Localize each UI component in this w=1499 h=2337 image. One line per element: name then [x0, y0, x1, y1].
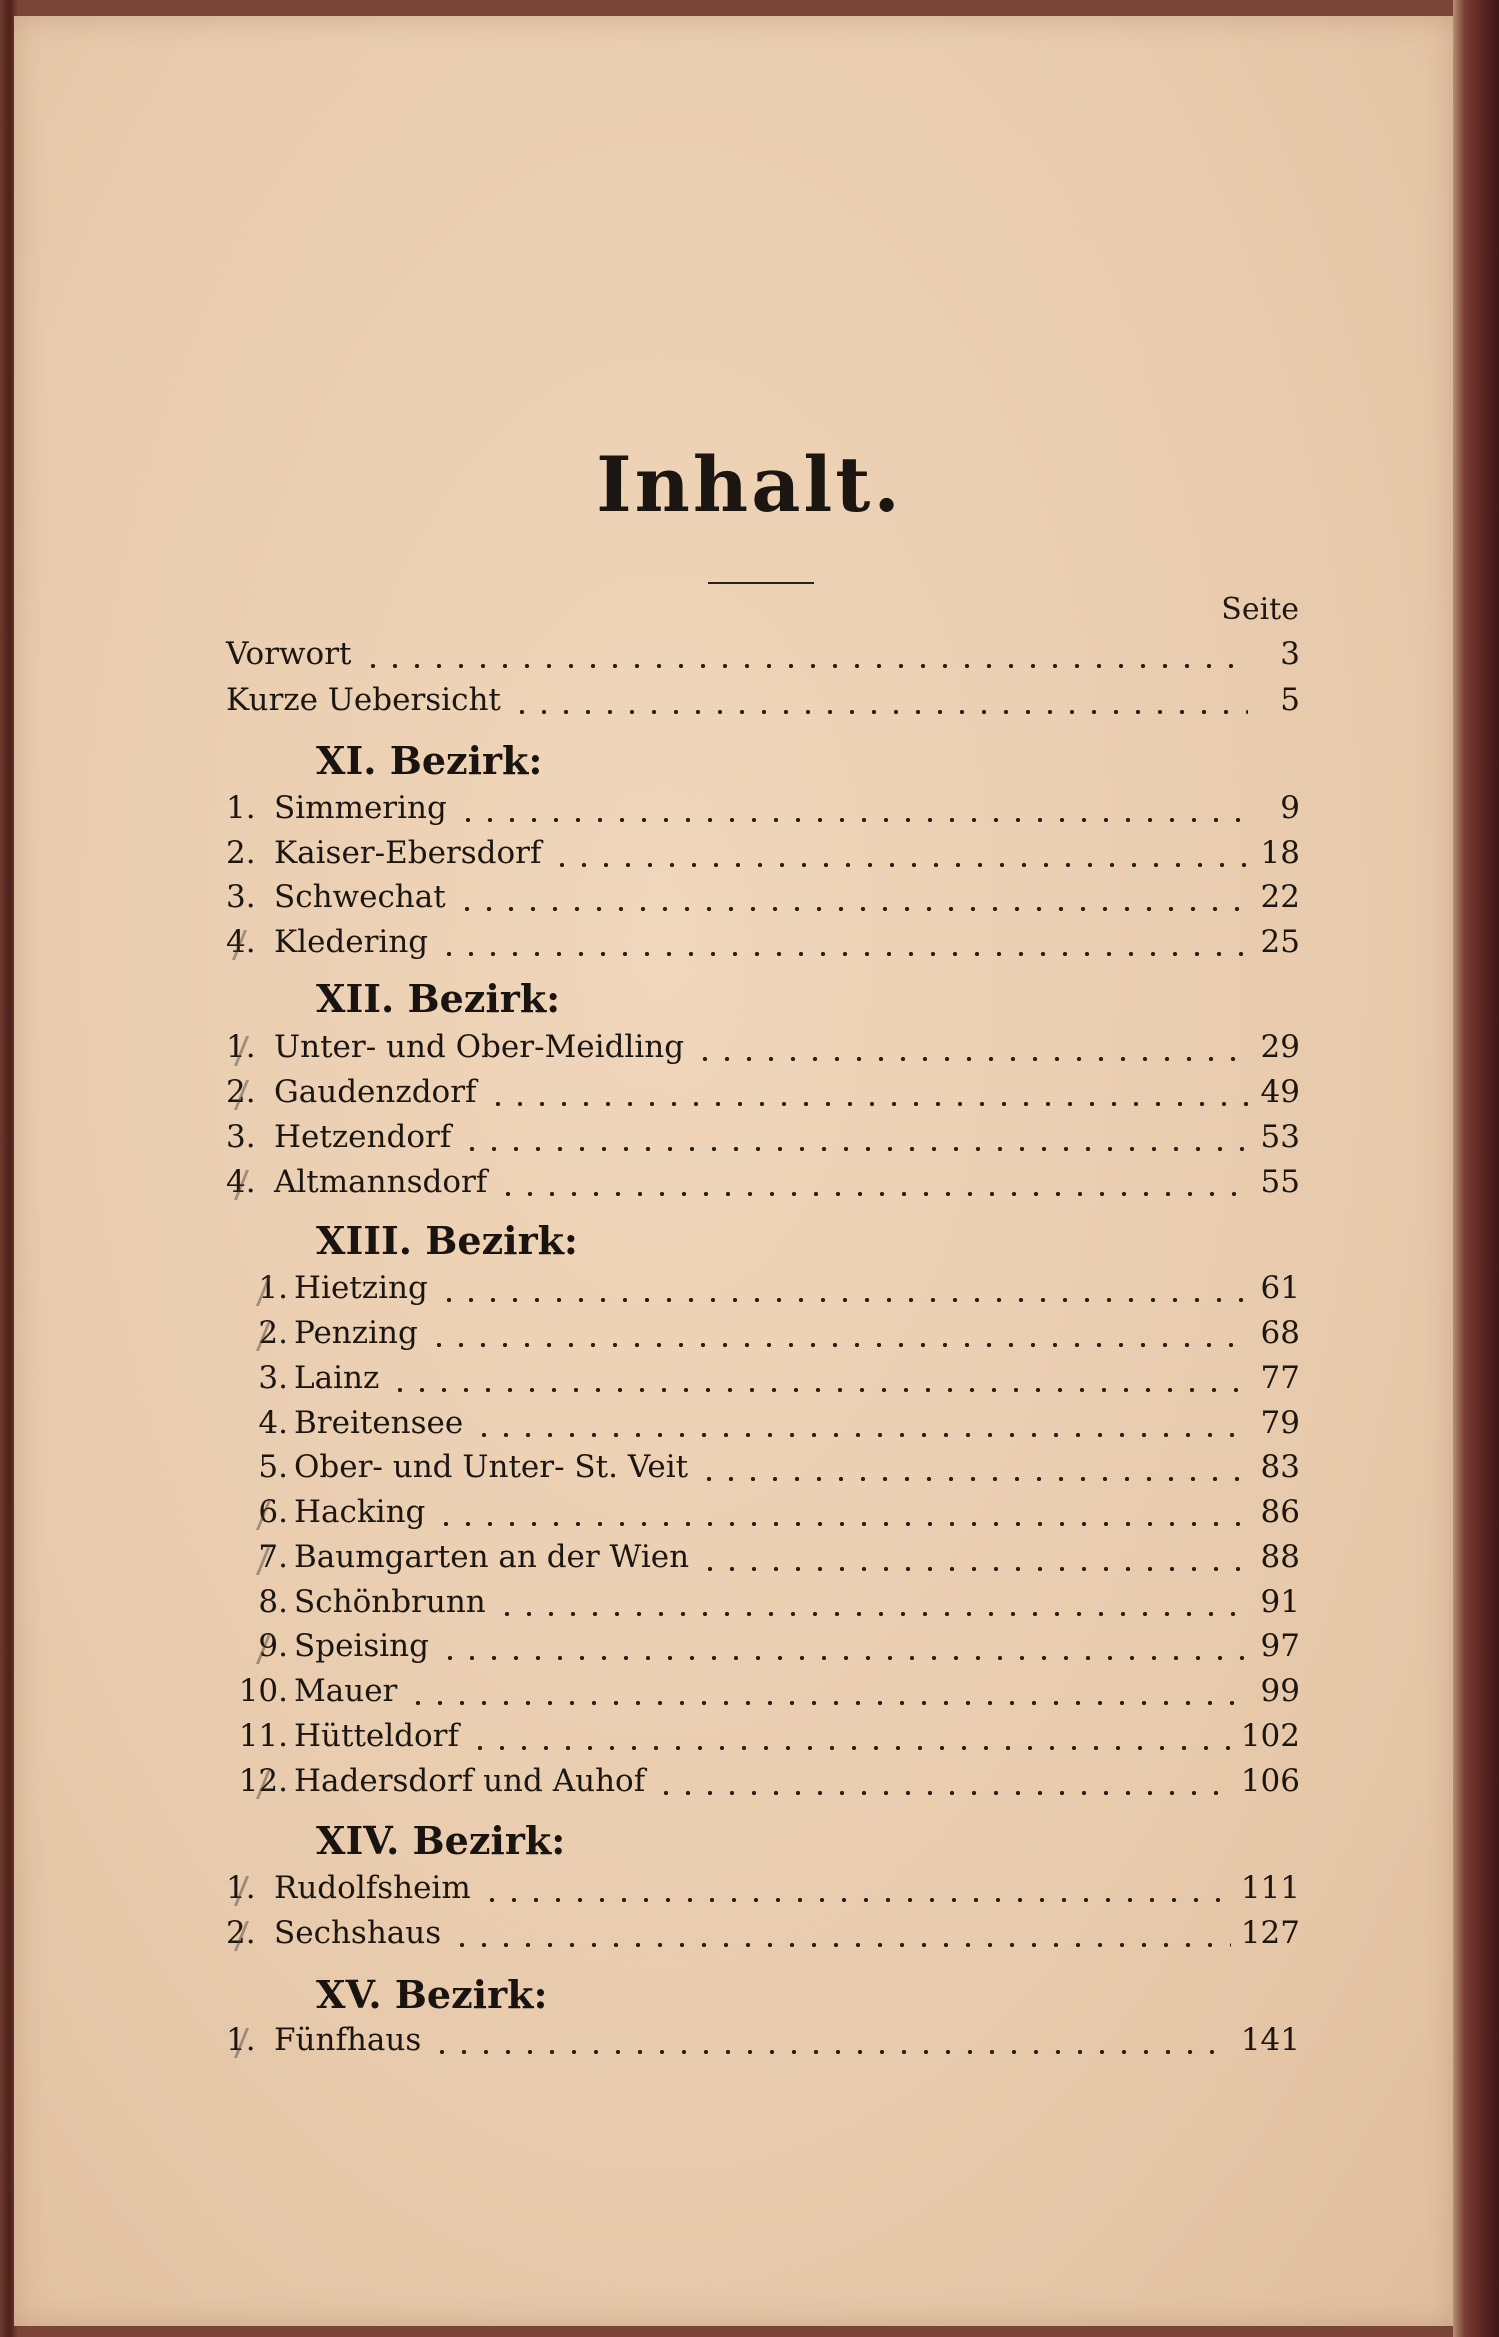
toc-entry-label: Speising: [294, 1628, 429, 1664]
page-title: Inhalt.: [596, 440, 903, 529]
toc-entry: [226, 1164, 1300, 1206]
toc-entry-page: 141: [1240, 2022, 1300, 2058]
toc-entry-label: Hütteldorf: [294, 1718, 459, 1754]
leader-dots: [431, 2050, 1231, 2054]
leader-dots: [473, 1433, 1248, 1437]
toc-entry-page: 102: [1240, 1718, 1300, 1754]
toc-entry-page: 61: [1260, 1270, 1300, 1306]
toc-entry-number: 1.: [226, 1029, 256, 1065]
toc-entry: [226, 636, 1300, 678]
toc-entry-number: 4.: [258, 1405, 288, 1441]
leader-dots: [435, 1522, 1248, 1526]
toc-entry: [226, 1315, 1300, 1357]
leader-dots: [457, 818, 1248, 822]
leader-dots: [511, 710, 1248, 714]
toc-entry-page: 22: [1260, 879, 1300, 915]
toc-entry-number: 1.: [258, 1270, 288, 1306]
toc-entry-number: 3.: [258, 1360, 288, 1396]
leader-dots: [456, 907, 1248, 911]
toc-entry-number: 4.: [226, 924, 256, 960]
toc-entry-page: 68: [1260, 1315, 1300, 1351]
toc-entry: [226, 790, 1300, 832]
toc-entry: [226, 1494, 1300, 1536]
section-heading: XIII. Bezirk:: [316, 1218, 578, 1263]
toc-entry-number: 11.: [238, 1718, 288, 1754]
toc-entry: [226, 835, 1300, 877]
toc-entry-number: 2.: [258, 1315, 288, 1351]
leader-dots: [694, 1057, 1248, 1061]
toc-entry-number: 8.: [258, 1584, 288, 1620]
leader-dots: [389, 1388, 1248, 1392]
section-heading: XI. Bezirk:: [316, 738, 543, 783]
toc-entry-number: 1.: [226, 2022, 256, 2058]
toc-entry-page: 97: [1260, 1628, 1300, 1664]
toc-entry-label: Vorwort: [226, 636, 352, 672]
toc-entry-page: 127: [1240, 1915, 1300, 1951]
leader-dots: [496, 1612, 1248, 1616]
leader-dots: [407, 1701, 1248, 1705]
toc-entry-page: 86: [1260, 1494, 1300, 1530]
toc-entry: [226, 1119, 1300, 1161]
leader-dots: [551, 863, 1248, 867]
toc-entry-label: Simmering: [274, 790, 447, 826]
toc-entry: [226, 1360, 1300, 1402]
toc-entry-label: Fünfhaus: [274, 2022, 422, 2058]
leader-dots: [438, 1298, 1248, 1302]
leader-dots: [487, 1102, 1249, 1106]
leader-dots: [438, 952, 1248, 956]
toc-entry-page: 83: [1260, 1449, 1300, 1485]
toc-entry-label: Hietzing: [294, 1270, 428, 1306]
toc-entry: [226, 1628, 1300, 1670]
leader-dots: [461, 1147, 1248, 1151]
toc-entry-page: 99: [1260, 1673, 1300, 1709]
toc-entry: [226, 1539, 1300, 1581]
toc-entry-label: Sechshaus: [274, 1915, 442, 1951]
toc-entry-number: 4.: [226, 1164, 256, 1200]
toc-entry-page: 88: [1260, 1539, 1300, 1575]
leader-dots: [698, 1477, 1248, 1481]
toc-entry-label: Hadersdorf und Auhof: [294, 1763, 646, 1799]
leader-dots: [699, 1567, 1248, 1571]
leader-dots: [497, 1192, 1248, 1196]
toc-entry-page: 29: [1260, 1029, 1300, 1065]
toc-entry-label: Schwechat: [274, 879, 446, 915]
toc-entry: [226, 1270, 1300, 1312]
section-heading: XV. Bezirk:: [316, 1972, 548, 2017]
leader-dots: [439, 1656, 1248, 1660]
toc-entry: [226, 924, 1300, 966]
toc-entry-label: Hetzendorf: [274, 1119, 452, 1155]
toc-entry-label: Schönbrunn: [294, 1584, 486, 1620]
toc-entry-label: Penzing: [294, 1315, 418, 1351]
toc-entry-number: 2.: [226, 1915, 256, 1951]
toc-entry-page: 3: [1280, 636, 1300, 672]
leader-dots: [469, 1746, 1231, 1750]
toc-entry-page: 53: [1260, 1119, 1300, 1155]
toc-entry: [226, 1718, 1300, 1760]
toc-entry-number: 5.: [258, 1449, 288, 1485]
toc-entry: [226, 1449, 1300, 1491]
leader-dots: [428, 1343, 1248, 1347]
toc-entry-page: 5: [1280, 682, 1300, 718]
toc-entry-number: 3.: [226, 1119, 256, 1155]
toc-entry: [226, 1584, 1300, 1626]
toc-entry-page: 9: [1280, 790, 1300, 826]
toc-entry-number: 12.: [238, 1763, 288, 1799]
toc-entry: [226, 1870, 1300, 1912]
toc-entry: [226, 1405, 1300, 1447]
toc-entry: [226, 879, 1300, 921]
toc-entry-page: 77: [1260, 1360, 1300, 1396]
leader-dots: [362, 664, 1249, 668]
toc-entry-label: Kaiser-Ebersdorf: [274, 835, 542, 871]
toc-entry-page: 91: [1260, 1584, 1300, 1620]
toc-entry-number: 9.: [258, 1628, 288, 1664]
toc-entry-number: 2.: [226, 1074, 256, 1110]
toc-entry-page: 79: [1260, 1405, 1300, 1441]
section-heading: XIV. Bezirk:: [316, 1818, 566, 1863]
toc-entry-number: 2.: [226, 835, 256, 871]
leader-dots: [481, 1898, 1231, 1902]
toc-entry: [226, 1763, 1300, 1805]
toc-entry-label: Altmannsdorf: [274, 1164, 488, 1200]
leader-dots: [655, 1791, 1231, 1795]
toc-entry: [226, 1029, 1300, 1071]
toc-entry: [226, 1673, 1300, 1715]
leader-dots: [451, 1943, 1231, 1947]
toc-entry-page: 106: [1240, 1763, 1300, 1799]
toc-entry-label: Kledering: [274, 924, 429, 960]
toc-entry-label: Lainz: [294, 1360, 380, 1396]
toc-entry-page: 111: [1240, 1870, 1300, 1906]
toc-entry-label: Baumgarten an der Wien: [294, 1539, 690, 1575]
toc-entry-number: 10.: [238, 1673, 288, 1709]
section-heading: XII. Bezirk:: [316, 976, 561, 1021]
toc-entry-label: Mauer: [294, 1673, 398, 1709]
toc-entry-label: Gaudenzdorf: [274, 1074, 477, 1110]
toc-entry-page: 49: [1260, 1074, 1300, 1110]
toc-entry-label: Unter- und Ober-Meidling: [274, 1029, 685, 1065]
toc-entry-label: Kurze Uebersicht: [226, 682, 501, 718]
toc-entry-page: 55: [1260, 1164, 1300, 1200]
toc-entry-page: 25: [1260, 924, 1300, 960]
toc-entry: [226, 1915, 1300, 1957]
toc-entry-label: Hacking: [294, 1494, 426, 1530]
toc-entry-label: Breitensee: [294, 1405, 464, 1441]
toc-entry-page: 18: [1260, 835, 1300, 871]
toc-entry-number: 7.: [258, 1539, 288, 1575]
toc-entry-label: Rudolfsheim: [274, 1870, 471, 1906]
toc-entry: [226, 2022, 1300, 2064]
toc-entry: [226, 1074, 1300, 1116]
page-column-label: Seite: [1221, 592, 1299, 627]
toc-entry: [226, 682, 1300, 724]
toc-entry-label: Ober- und Unter- St. Veit: [294, 1449, 689, 1485]
toc-entry-number: 6.: [258, 1494, 288, 1530]
toc-entry-number: 3.: [226, 879, 256, 915]
toc-entry-number: 1.: [226, 790, 256, 826]
toc-entry-number: 1.: [226, 1870, 256, 1906]
